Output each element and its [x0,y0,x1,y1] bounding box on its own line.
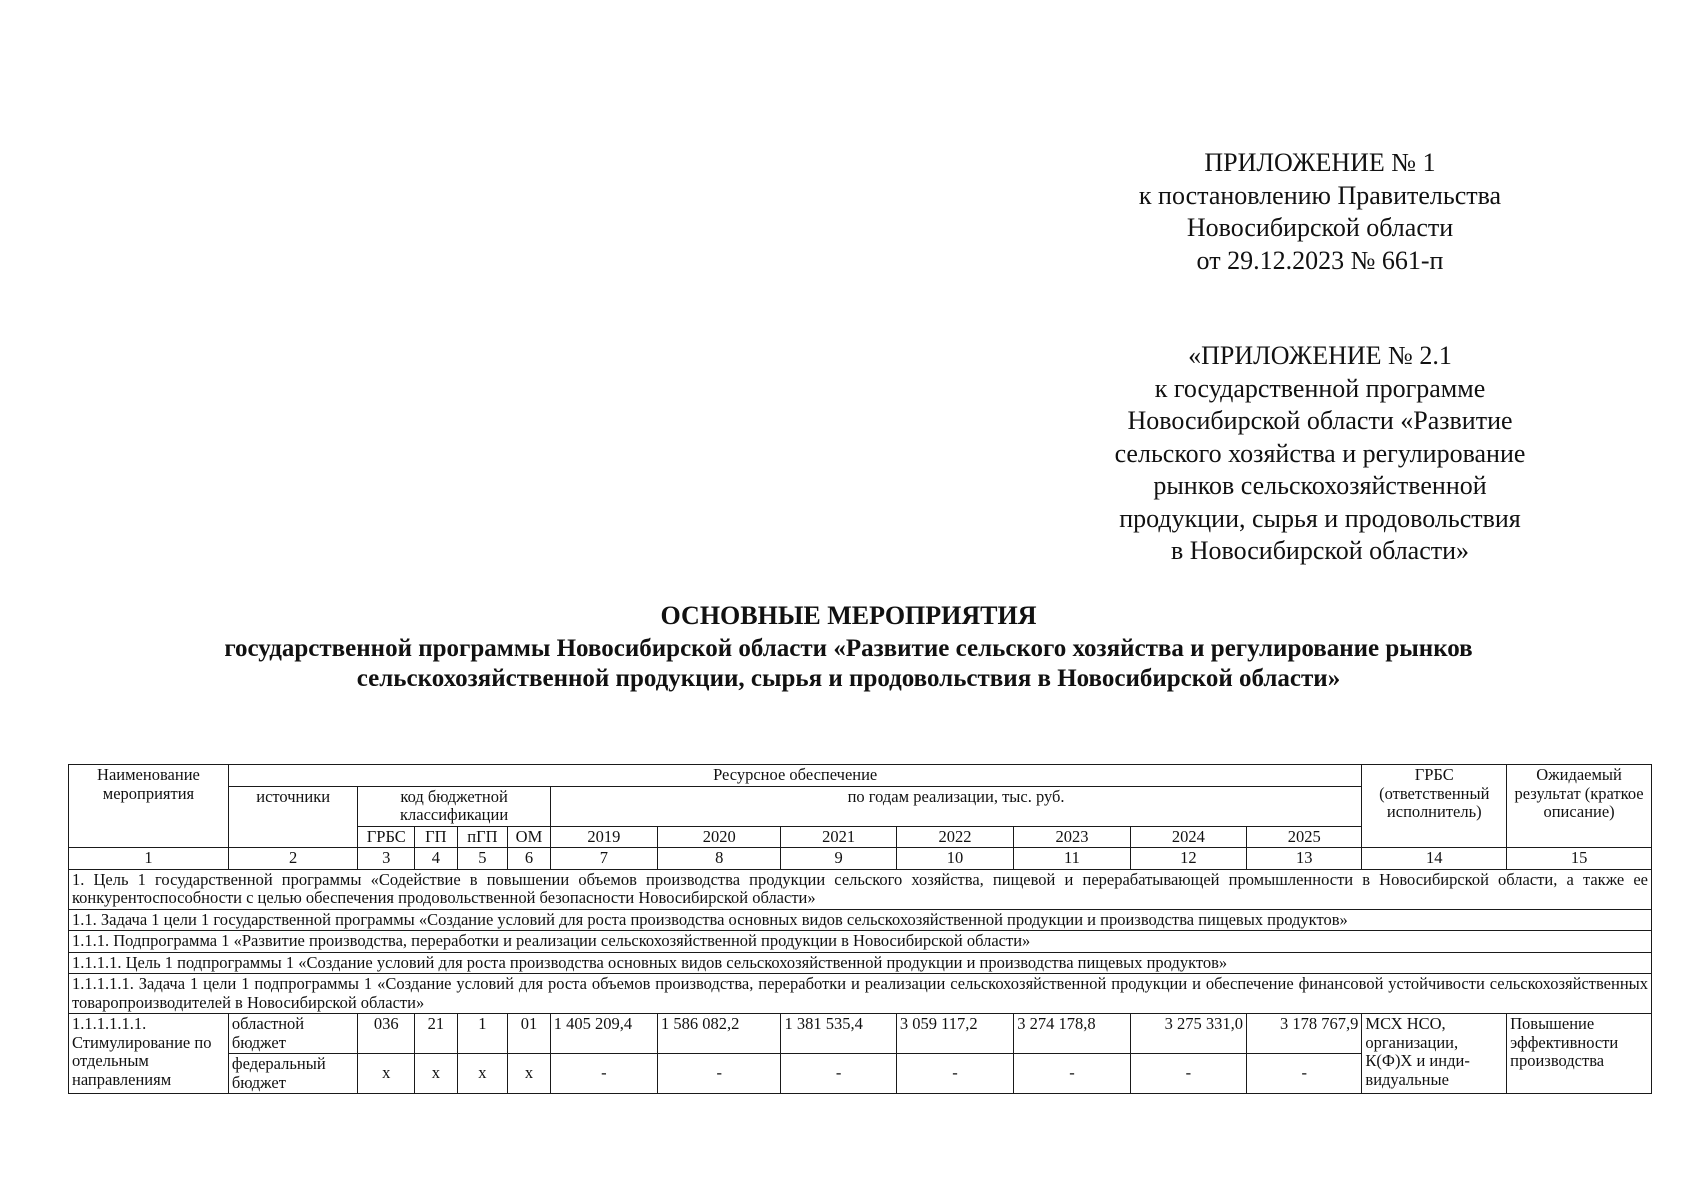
section-row-subprogram-1: 1.1.1. Подпрограмма 1 «Развитие производства, переработки и реализации сельскохозяйственной продукции в Новосибирской области» [69,931,1652,953]
activities-table [68,764,1652,1094]
column-number: 6 [508,848,551,870]
header-code-grbs: ГРБС [358,826,415,848]
amount-cell: 3 178 767,9 [1247,1014,1362,1054]
column-number: 5 [457,848,508,870]
header-year: 2021 [781,826,896,848]
column-number: 10 [896,848,1013,870]
header-year: 2024 [1130,826,1246,848]
amount-cell: - [781,1054,896,1094]
amount-cell: 3 059 117,2 [896,1014,1013,1054]
activity-name: 1.1.1.1.1.1. Стимулирование по отдельным направлениям [69,1014,229,1094]
column-number: 3 [358,848,415,870]
column-number: 7 [550,848,657,870]
column-number: 13 [1247,848,1362,870]
appendix-2-line: продукции, сырья и продовольствия [1119,503,1521,533]
header-code-gp: ГП [415,826,458,848]
appendix-2-line: сельского хозяйства и регулирование [1114,438,1526,468]
amount-cell: 1 381 535,4 [781,1014,896,1054]
header-year: 2025 [1247,826,1362,848]
amount-cell: - [550,1054,657,1094]
code-cell: 1 [457,1014,508,1054]
section-row-task-1: 1.1. Задача 1 цели 1 государственной программы «Создание условий для роста производства основных видов сельскохозяйственной продукции и производства пищевых продуктов» [69,909,1652,931]
section-row-subprogram-goal-1: 1.1.1.1. Цель 1 подпрограммы 1 «Создание условий для роста производства основных видов сельскохозяйственной продукции и производства пищевых продуктов» [69,952,1652,974]
amount-cell: - [1014,1054,1130,1094]
appendix-1-line: к постановлению Правительства [1138,180,1502,210]
header-code-pgp: пГП [457,826,508,848]
header-year: 2023 [1014,826,1130,848]
code-cell: х [415,1054,458,1094]
column-number: 11 [1014,848,1130,870]
header-budget-code: код бюджетной классификации [358,786,550,826]
appendix-1-line: Новосибирской области [1186,213,1454,242]
column-number: 14 [1362,848,1507,870]
document-title-main: ОСНОВНЫЕ МЕРОПРИЯТИЯ [660,601,1037,630]
section-row-goal-1: 1. Цель 1 государственной программы «Содействие в повышении объемов производства продукции сельского хозяйства, пищевой и перерабатывающей промышленности в Новосибирской области, а также ее конкурентоспособности с целью обеспечения продовольственной безопасности Новосибирской области» [69,869,1652,909]
column-number: 15 [1507,848,1652,870]
code-cell: 21 [415,1014,458,1054]
amount-cell: - [658,1054,781,1094]
source-cell: областной бюджет [228,1014,358,1054]
appendix-2-line: рынков сельскохозяйственной [1153,471,1487,500]
appendix-2-line: «ПРИЛОЖЕНИЕ № 2.1 [1188,341,1452,370]
code-cell: х [358,1054,415,1094]
responsible-executor: МСХ НСО, организации, К(Ф)Х и инди-видуальные [1362,1014,1507,1094]
source-cell: федеральный бюджет [228,1054,358,1094]
header-resources: Ресурсное обеспечение [228,765,1362,787]
appendix-1-heading [1060,147,1580,277]
column-number: 12 [1130,848,1246,870]
header-name: Наименование мероприятия [69,765,229,848]
header-expected-result: Ожидаемый результат (краткое описание) [1507,765,1652,848]
document-title-line-1: государственной программы Новосибирской области «Развитие сельского хозяйства и регулирование рынков [224,635,1473,662]
header-year: 2022 [896,826,1013,848]
document-title [0,601,1697,694]
amount-cell: - [1130,1054,1246,1094]
column-number-row [69,848,1652,870]
section-row-subprogram-task-1: 1.1.1.1.1. Задача 1 цели 1 подпрограммы 1 «Создание условий для роста объемов производства, переработки и реализации сельскохозяйственной продукции и обеспечение финансовой устойчивости сельскохозяйственных товаропроизводителей в Новосибирской области» [69,974,1652,1014]
appendix-2-line: в Новосибирской области» [1170,536,1470,565]
header-year: 2020 [658,826,781,848]
column-number: 9 [781,848,896,870]
column-number: 8 [658,848,781,870]
column-number: 2 [228,848,358,870]
header-grbs-responsible: ГРБС (ответственный исполнитель) [1362,765,1507,848]
header-sources: источники [228,786,358,848]
column-number: 1 [69,848,229,870]
code-cell: 01 [508,1014,551,1054]
code-cell: х [457,1054,508,1094]
appendix-1-line: ПРИЛОЖЕНИЕ № 1 [1204,148,1436,177]
appendix-1-line: от 29.12.2023 № 661-п [1196,245,1444,275]
column-number: 4 [415,848,458,870]
amount-cell: - [1247,1054,1362,1094]
amount-cell: 1 586 082,2 [658,1014,781,1054]
expected-result: Повышение эффективности производства [1507,1014,1652,1094]
appendix-2-1-heading [1060,340,1580,568]
document-title-line-2: сельскохозяйственной продукции, сырья и продовольствия в Новосибирской области» [356,665,1341,692]
header-by-years: по годам реализации, тыс. руб. [550,786,1362,826]
code-cell: 036 [358,1014,415,1054]
activity-row [69,1014,1652,1054]
appendix-2-line: к государственной программе [1154,373,1486,403]
appendix-2-line: Новосибирской области «Развитие [1127,406,1513,435]
amount-cell: - [896,1054,1013,1094]
header-year: 2019 [550,826,657,848]
amount-cell: 3 274 178,8 [1014,1014,1130,1054]
amount-cell: 1 405 209,4 [550,1014,657,1054]
header-code-om: ОМ [508,826,551,848]
amount-cell: 3 275 331,0 [1130,1014,1246,1054]
code-cell: х [508,1054,551,1094]
